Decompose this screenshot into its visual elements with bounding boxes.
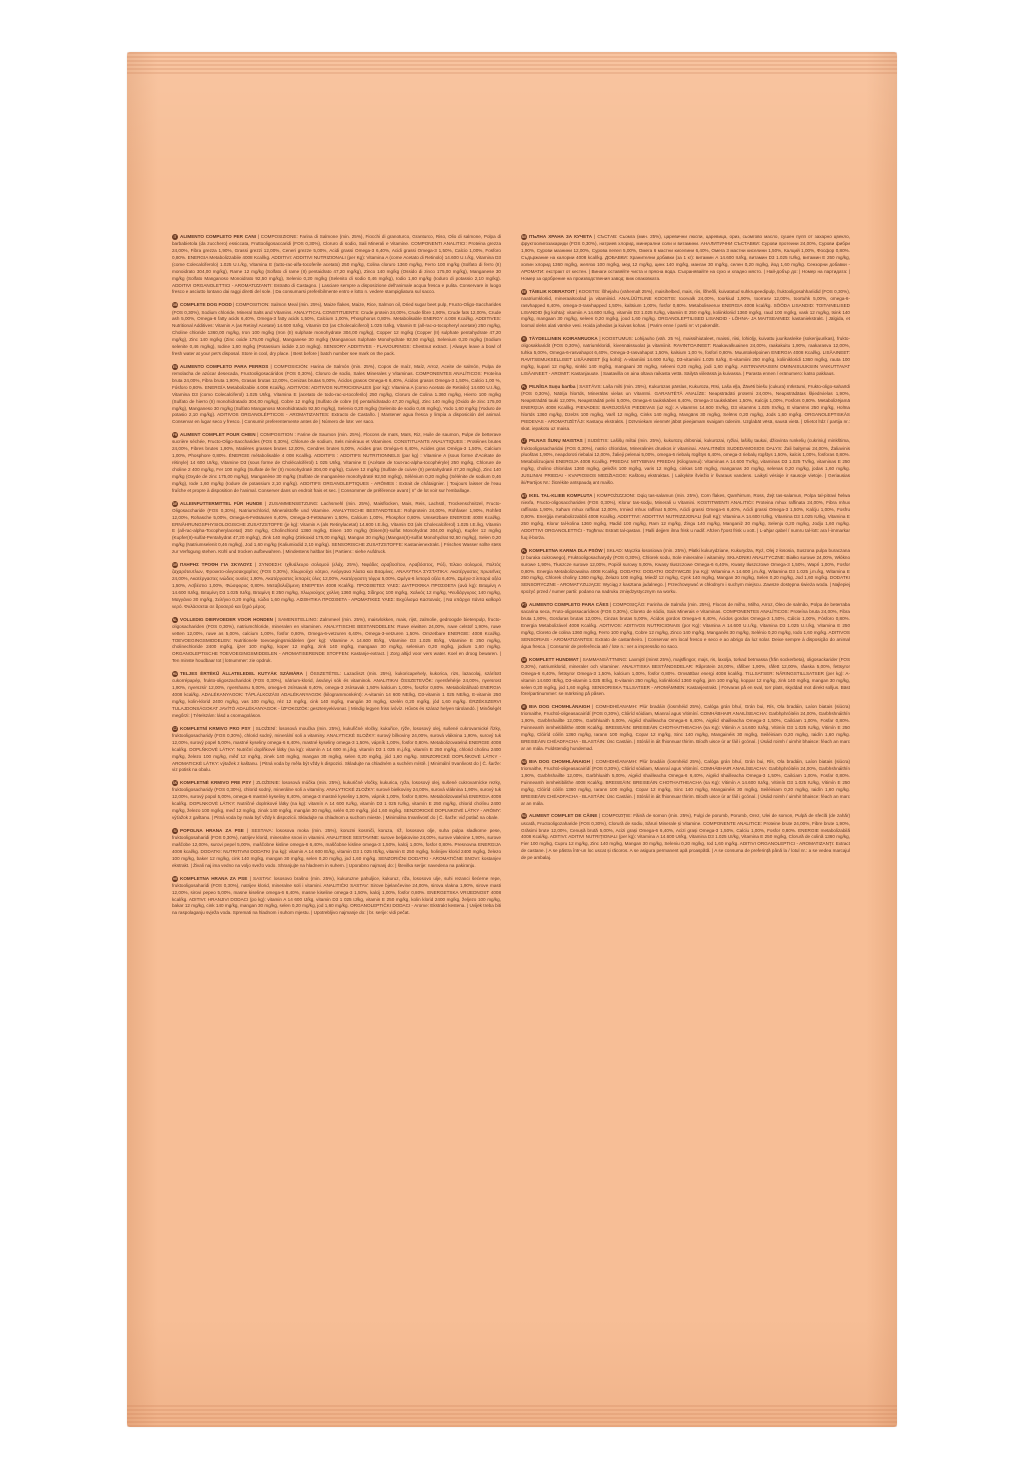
right-column (521, 234, 850, 1234)
composition-text: ZUSAMMENSETZUNG: Lachsmehl (min. 25%), Maisflocken, Mais, Reis, Lachsöl, Trockenschnitzel, Fructo-Oligosaccharide (FOS 0,30%), Natriumchlorid, Mineralstoffe und Vitamine. ANALYTISCHE BESTANDTEILE: Rohprotein 24,00%, Rohfaser 1,90%, Rohfett 12,00%, Rohasche 5,00%, Omega-6-Fettsäuren 6,40%, Omega-3-Fettsäuren 1,50%, Calcium 1,00%, Phosphor 0,80%. Umsetzbare ENERGIE 4008 Kcal/kg. ERNÄHRUNGSPHYSIOLOGISCHE ZUSATZSTOFFE (je kg): Vitamin A (als Retinylacetat) 14.600 I.E./kg, Vitamin D3 (als Cholecalciferol) 1.025 I.E./kg, Vitamin E (all-rac-alpha-Tocopherylacetat) 250 mg/kg, Cholinchlorid 1360 mg/kg, Eisen 100 mg/kg (Eisen(II)-sulfat Monohydrat 304,00 mg/kg), Kupfer 12 mg/kg (Kupfer(II)-sulfat-Pentahydrat 47,20 mg/kg), Zink 140 mg/kg (Zinkoxid 175,00 mg/kg), Mangan 30 mg/kg (Mangan(II)-sulfat Monohydrat 92,50 mg/kg), Selen 0,20 mg/kg (Natriumselenit 0,46 mg/kg), Jod 1,60 mg/kg (Kaliumiodid 2,10 mg/kg). SENSORISCHE ZUSATZSTOFFE: Kastanienextrakt. | Frisches Wasser sollte stets zur Verfügung stehen. Kühl und trocken aufbewahren. | Mindestens haltbar bis | Partienr.: siehe Aufdruck. (172, 500, 501, 555)
language-block-es: ES ALIMENTO COMPLETO PARA PERROS | COMPOSICIÓN: Harina de Salmón (min. 25%), Copos de maíz, Maíz, Arroz, Aceite de salmón, Pulpa de remolacha de azúcar desecada, Fructooligosacáridos (FOS 0,30%), Cloruro de sodio, Sales Minerales y Vitaminas. COMPONENTES ANALÍTICOS: Proteína bruta 24,00%, Fibra bruta 1,90%, Grasas brutas 12,00%, Cenizas brutas 5,00%, Ácidos grasos Omega-6 6,40%, Ácidos grasos Omega-3 1,50%, Calcio 1,00 %, Fósforo 0,80%. ENERGÍA Metabolizable 4.008 Kcal/kg. ADITIVOS: ADITIVOS NUTRICIONALES (por kg): Vitamina A (como Acetato de Retinilo) 14.600 U.I./kg, Vitamina D3 (como Colecalciferol) 1.025 UI/kg, Vitamina E (acetato de todo-rac-α-tocoferilo) 250 mg/kg, Cloruro de Colina 1.360 mg/kg, Hierro 100 mg/kg (Sulfato de hierro (II) monohidratado 304,00 mg/kg), Cobre 12 mg/kg (Sulfato de cobre (II) pentahidratado 47,20 mg/kg), Zinc 140 mg/kg (Óxido de zinc 175,00 mg/kg), Manganeso 30 mg/kg (Sulfato Manganoso Monohidratado 92,50 mg/kg), Selenio 0,20 mg/kg (Selenito de sodio 0,46 mg/kg), Yodo 1,60 mg/kg (Yoduro de potasio 2,10 mg/kg). ADITIVOS ORGANOLÉPTICOS - AROMATIZANTES: Extracto de Castaño. | Mantener agua fresca y limpia a disposición del animal. Conservar en lugar seco y fresco. | Consumir preferentemente antes de | Número de lote: ver saco. (172, 364, 501, 425)
composition-text: ΣΥΝΘΕΣΗ: Ιχθυάλευρο σολομού (ελάχ. 25%), Νιφάδες αραβοσίτου, Αραβόσιτος, Ρύζι, Έλαιο σολομού, Πολτός ζαχαρότευτλων, Φρουκτο-ολιγοσακχαρίτες (FOS 0,30%), Χλωριούχο νάτριο, Ανόργανα Άλατα και Βιταμίνες. ΑΝΑΛΥΤΙΚΑ ΣΥΣΤΑΤΙΚΑ: Ακατέργαστες πρωτεΐνες 24,00%, Ακατέργαστες ινώδεις ουσίες 1,90%, Ακατέργαστες λιπαρές ύλες 12,00%, Ακατέργαστη τέφρα 5,00%, Ωμέγα-6 λιπαρά οξέα 6,40%, Ωμέγα-3 λιπαρά οξέα 1,50%, Ασβέστιο 1,00%, Φώσφορος 0,80%. Μεταβολιζόμενη ΕΝΕΡΓΕΙΑ 4008 Kcal/kg. ΠΡΟΣΘΕΤΕΣ ΥΛΕΣ: ΔΙΑΤΡΟΦΙΚΑ ΠΡΟΣΘΕΤΑ (ανά kg): Βιταμίνη Α 14.600 IU/kg, Βιταμίνη D3 1.025 IU/kg, Βιταμίνη Ε 250 mg/kg, Χλωριούχος χολίνη 1360 mg/kg, Σίδηρος 100 mg/kg, Χαλκός 12 mg/kg, Ψευδάργυρος 140 mg/kg, Μαγγάνιο 30 mg/kg, Σελήνιο 0,20 mg/kg, Ιώδιο 1,60 mg/kg. ΑΙΣΘΗΤΙΚΑ ΠΡΟΣΘΕΤΑ - ΑΡΩΜΑΤΙΚΕΣ ΥΛΕΣ: Εκχύλισμα Καστανιάς. | Να υπάρχει πάντα καθαρό νερό. Φυλάσσεται σε δροσερό και ξηρό μέρος. (172, 562, 501, 609)
language-block-pl: PL PILNĪGA Suņu barība | SASTĀVS: Laša milti (min. 25%), Kukurūzas pārslas, Kukurūza, Rīsi, Laša eļļa, Žāvēti biešu (cukura) mīkstumi, Frukto-oligo-saharīdi (FOS 0,30%), Nātrija hlorīds, Minerālās vielas un Vitamīni. GARANTĒTĀ ANALĪZE: Neapstrādāti proteīni 24,00%, Neapstrādātas šķiedrvielas 1,90%, Neapstrādāti tauki 12,00%, Neapstrādāti pelni 5,00%, Omega-6 taukskābes 6,40%, Omega-3 taukskābes 1,50%, Kalcijs 1,00%, Fosfors 0,80%. Metabolizējamā ENERĢIJA 4008 Kcal/kg. PIEVADES: BAROJOŠĀS PIEDEVAS (uz Kg): A vitamīns 14.600 SV/kg, D3 vitamīns 1.025 SV/kg, E vitamīns 250 mg/kg, Holīna hlorīds 1360 mg/kg, Dzelzs 100 mg/kg, Varš 12 mg/kg, Cinks 140 mg/kg, Mangāns 30 mg/kg, Selēns 0,20 mg/kg, Jods 1,60 mg/kg. ORGANOLEPTISKĀS PIEDEVAS - AROMATIZĒTĀJI: Kastaņu ekstrakts. | Dzīvniekam vienmēr jābūt pieejamam svaigam ūdenim. Uzglabāt vēsā, sausā vietā. | Izlietot līdz / partija nr.: skat. iepakotu uz maisa. (521, 384, 850, 431)
product-type-title: KOMPLETT HUNDMAT (529, 656, 579, 662)
flag-icon: EE (521, 289, 527, 294)
product-type-title: KOMPLETNÍ KRMIVO PRO PSY (180, 725, 251, 731)
composition-text: COMHDHÉANAMH: Plúr bradáin (íosmhéid 25%), Calóga grán bhuí, Grán bui, Rís, Ola bradáin, Laíon biatais (siúcra) triomaithe, Fruchtó-oligeasacairídí (FOS 0,30%), Clóiríd sóidiam, Mianraí agus Vitimíní. COMHÁBHAIR ANAILÍSEACHA: Garbhphróitéin 24,00%, Garbhshnáithín 1,90%, Garbhshaillte 12,00%, Garbhluaith 5,00%, Aigéid shailleacha Omega-6 6,40%, Aigéid shailleacha Omega-3 1,50%, Cailciam 1,00%, Fosfar 0,80%. Fuinneamh inmheitibilithe 4008 Kcal/kg. BREISEÁIN: BREISEÁIN CHOTHAITHEACHA (sa Kg): Vitimín A 14.600 IU/kg, Vitimín D3 1.025 IU/kg, Vitimín E 250 mg/kg, Clóiríd cóilín 1360 mg/kg, Iarann 100 mg/kg, Copar 12 mg/kg, Sinc 140 mg/kg, Mangainéis 30 mg/kg, Seiléiniam 0,20 mg/kg, Iaidín 1,60 mg/kg. BREISEÁIN CHÉADFACHA - BLASTÁIN: Úsc Castáin. | Stóráil in áit fhionnuar thirim. Bíodh uisce úr ar fáil i gcónaí. | Úsáid roimh / uimhir bhaisce: féach an marc ar an mála. Fuldstendig hundemad. (521, 704, 850, 751)
product-type-title: TÄIELIK KOERATOIT (529, 288, 575, 294)
composition-text: COMHDHÉANAMH: Plúr bradáin (íosmhéid 25%), Calóga grán bhuí, Grán bui, Rís, Ola bradáin, Laíon biatais (siúcra) triomaithe, Fruchtó-oligeasacairídí (FOS 0,30%), Clóiríd sóidiam, Mianraí agus Vitimíní. COMHÁBHAIR ANAILÍSEACHA: Garbhphróitéin 24,00%, Garbhshnáithín 1,90%, Garbhshaillte 12,00%, Garbhluaith 5,00%, Aigéid shailleacha Omega-6 6,40%, Aigéid shailleacha Omega-3 1,50%, Cailciam 1,00%, Fosfar 0,80%. Fuinneamh inmheitibilithe 4008 Kcal/kg. BREISEÁIN: BREISEÁIN CHOTHAITHEACHA (sa Kg): Vitimín A 14.600 IU/kg, Vitimín D3 1.025 IU/kg, Vitimín E 250 mg/kg, Clóiríd cóilín 1360 mg/kg, Iarann 100 mg/kg, Copar 12 mg/kg, Sinc 140 mg/kg, Mangainéis 30 mg/kg, Seiléiniam 0,20 mg/kg, Iaidín 1,60 mg/kg. BREISEÁIN CHÉADFACHA - BLASTÁIN: Úsc Castáin. | Stóráil in áit fhionnuar thirim. Bíodh uisce úr ar fáil i gcónaí. | Úsáid roimh / uimhir bhaisce: féach an marc ar an mála. (521, 759, 850, 806)
product-type-title: ALIMENTO COMPLETO PARA PERROS (180, 364, 269, 370)
product-type-title: ALIMENTO COMPLETO PER CANI (180, 234, 256, 240)
flag-icon: NO (521, 759, 527, 764)
pet-food-bag (127, 52, 897, 1427)
flag-icon: NL (172, 617, 178, 622)
flag-icon: ES (172, 364, 178, 369)
product-type-title: TÄYDELLINEN KOIRANRUOKA (529, 336, 598, 342)
product-type-title: COMPLETE DOG FOOD (180, 302, 232, 308)
language-block-pl: PL KOMPLETNA KARMA DLA PSÓW | SKŁAD: Mączka łososiowa (min. 25%), Płatki kukurydziane, Kukurydza, Ryż, Olej z łososia, Suszona pulpa buraczana (z buraka cukrowego), Fruktooligosacharydy (FOS 0,30%), Chlorek sodu, Sole mineralne i witaminy. SKŁADNIKI ANALITYCZNE: Białko surowe 24,00%, Włókno surowe 1,90%, Tłuszcze surowe 12,00%, Popiół surowy 5,00%, Kwasy tłuszczowe Omega-6 6,40%, Kwasy tłuszczowe Omega-3 1,50%, Wapń 1,00%, Fosfor 0,80%. Energia Metabolizowalna 4008 Kcal/kg. DODATKI: DODATKI ODŻYWCZE (na Kg): Witamina A 14.600 j.m./kg, Witamina D3 1.025 j.m./kg, Witamina E 250 mg/kg, Chlorek choliny 1360 mg/kg, Żelazo 100 mg/kg, Miedź 12 mg/kg, Cynk 140 mg/kg, Mangan 30 mg/kg, Selen 0,20 mg/kg, Jod 1,60 mg/kg. DODATKI SENSORYCZNE - AROMATYZUJĄCE: Wyciąg z kasztana jadalnego. | Przechowywać w chłodnym i suchym miejscu. Zawsze dostępna świeża woda. | Najlepiej spożyć przed / numer partii: podano na nadruku zmiędzystycznym na worku. (521, 547, 850, 595)
language-block-ee: EE TÄIELIK KOERATOIT | KOOSTIS: lõhejahu (vähemalt 25%), maisihelbed, mais, riis, lõheõli, kuivatatud suhkrupeedipulp, fruktooligosahhariidid (FOS 0,30%), naatriumkloriid, mineraalsoolad ja vitamiinid. ANALÜÜTILINE KOOSTIS: toorvalk 24,00%, toorkiud 1,90%, toorrasv 12,00%, toortuhk 5,00%, omega-6-rasvhapped 6,40%, omega-3-rasvhapped 1,50%, kaltsium 1,00%, fosfor 0,80%. Metaboliseeruv ENERGIA 4008 kcal/kg. SÖÖDA LISANDID: TOITAINELISED LISANDID (kg kohta): vitamiin A 14.600 IU/kg, vitamiin D3 1.025 IU/kg, vitamiin E 250 mg/kg, koliinkloriid 1360 mg/kg, raud 100 mg/kg, vask 12 mg/kg, tsink 140 mg/kg, mangaan 30 mg/kg, seleen 0,20 mg/kg, jood 1,60 mg/kg. ORGANOLEPTILISED LISANDID - LÕHNA- JA MAITSEAINED: kastaniekstrakt. | Jälgida, et loomal oleks alati värske vesi. Hoida jahedas ja kuivas kohas. | Parim enne / partii nr: vt pakendilt. (521, 288, 850, 329)
language-block-pt: PT ALIMENTO COMPLETO PARA CÃES | COMPOSIÇÃO: Farinha de Salmão (min. 25%), Flocos de milho, Milho, Arroz, Óleo de salmão, Polpa de beterraba sacarina seca, Fruto-oligossacarídeos (FOS 0,30%), Cloreto de sódio, Sais Minerais e Vitaminas. COMPONENTES ANALÍTICOS: Proteína bruta 24,00%, Fibra bruta 1,90%, Gorduras brutas 12,00%, Cinzas brutas 5,00%, Ácidos gordos Omega-6 6,40%, Ácidos gordos Omega-3 1,50%, Cálcio 1,00%, Fósforo 0,80%. Energia Metabolizável 4008 Kcal/kg. ADITIVOS: ADITIVOS NUTRICIONAIS (por Kg): Vitamina A 14.600 U.I./kg, Vitamina D3 1.025 U.I./kg, Vitamina E 250 mg/kg, Cloreto de colina 1360 mg/kg, Ferro 100 mg/kg, Cobre 12 mg/kg, Zinco 140 mg/kg, Manganês 30 mg/kg, Selénio 0,20 mg/kg, Iodo 1,60 mg/kg. ADITIVOS SENSORIAIS - AROMATIZANTES: Extrato de castanheiro. | Conservar em local fresco e seco e ao abrigo da luz solar. Deixe sempre à disposição do animal água fresca. | Consumir de preferência até / lote n.: ver a impressão no saco. (521, 602, 850, 649)
composition-text: KOOSTUMUS: Lohijauho (väh. 25 %), maissihiutaleet, maissi, riisi, lohiöljy, kuivattu juurikasleike (sokerijuurikas), frukto-oligosakkaridit (FOS 0,30%), natriumkloridi, kivennäissuolat ja vitamiinit. RAVINTOAINEET: Raakavalkuainen 24,00%, raakakuitu 1,90%, raakarasva 12,00%, tuhka 5,00%, Omega-6-rasvahapot 6,40%, Omega-3-rasvahapot 1,50%, kalsium 1,00 %, fosfori 0,80%. Muuntokelpoinen ENERGIA 4008 Kcal/kg. LISÄAINEET: RAVITSEMUKSELLISET LISÄAINEET (kg kohti): A-vitamiini 14.600 IU/kg, D3-vitamiini 1.025 IU/kg, E-vitamiini 250 mg/kg, koliinikloridi 1360 mg/kg, rauta 100 mg/kg, kupari 12 mg/kg, sinkki 140 mg/kg, mangaani 30 mg/kg, seleeni 0,20 mg/kg, jodi 1,60 mg/kg. AISTINVARAISIIN OMINAISUUKSIIN VAIKUTTAVAT LISÄAINEET - AROMIT: Kastanjauute. | Saatavilla on aina oltava raikasta vettä. Säilytä viileässä ja kuivassa. | Parasta ennen / eränumero: katso pakkaus. (521, 336, 850, 376)
flag-icon: DE (172, 501, 178, 506)
language-block-lt: LT PILNAS ŠUNŲ MAISTAS | SUDĖTIS: Lašišų miltai (min. 25%), kukurūzų dribsniai, kukurūzai, ryžiai, lašišų taukai, džiovinta runkelių (cukrinių) minkštima, fruktooligosacharidai (FOS 0,30%), natrio chloridas, Mineralinės druskos ir vitaminai. ANALITINĖS SUDEDAMOSIOS DALYS: Žali baltymai 24,00%, Žaliavinis pluoštas 1,90%, neapdoroti riebalai 12,00%, žalieji pelenai 5,00%, omega-6 riebalų rūgštys 6,40%, omega-3 riebalų rūgštys 1,50%, kalcis 1,00%, fosforas 0,80%. Metabolizuojami ENERGIJA 4008 Kcal/kg. PRIEDAI: MITYBINIAI PRIEDAI (Kilogramui): Vitaminas A 14.600 TV/kg, vitaminas D3 1.025 TV/kg, vitaminas E 250 mg/kg, cholino chloridas 1360 mg/kg, geležis 100 mg/kg, varis 12 mg/kg, cinkas 140 mg/kg, manganas 30 mg/kg, selenas 0,20 mg/kg, jodas 1,60 mg/kg. JUSLINIAI PRIEDAI - KVAPIOSIOS MEDŽIAGOS: Kaštonų ekstraktas. | Laikykite šviežio ir švaraus vandens. Laikyti vėsioje ir sausoje vietoje. | Geriausias iki/Partijos Nr.: žiūrėkite antspaudą ant maišo. (521, 438, 850, 486)
composition-text: KOOSTIS: lõhejahu (vähemalt 25%), maisihelbed, mais, riis, lõheõli, kuivatatud suhkrupeedipulp, fruktooligosahhariidid (FOS 0,30%), naatriumkloriid, mineraalsoolad ja vitamiinid. ANALÜÜTILINE KOOSTIS: toorvalk 24,00%, toorkiud 1,90%, toorrasv 12,00%, toortuhk 5,00%, omega-6-rasvhapped 6,40%, omega-3-rasvhapped 1,50%, kaltsium 1,00%, fosfor 0,80%. Metaboliseeruv ENERGIA 4008 kcal/kg. SÖÖDA LISANDID: TOITAINELISED LISANDID (kg kohta): vitamiin A 14.600 IU/kg, vitamiin D3 1.025 IU/kg, vitamiin E 250 mg/kg, koliinkloriid 1360 mg/kg, raud 100 mg/kg, vask 12 mg/kg, tsink 140 mg/kg, mangaan 30 mg/kg, seleen 0,20 mg/kg, jood 1,60 mg/kg. ORGANOLEPTILISED LISANDID - LÕHNA- JA MAITSEAINED: kastaniekstrakt. | Jälgida, et loomal oleks alati värske vesi. Hoida jahedas ja kuivas kohas. | Parim enne / partii nr: vt pakendilt. (521, 288, 850, 329)
product-type-title: IKEL TAL-KLIEB KOMPLUTA (529, 493, 593, 499)
flag-icon: HR (172, 876, 178, 881)
left-column (172, 234, 501, 1234)
composition-text: SESTAVA: lososova moka (min. 25%), koruzni kosmiči, koruza, riž, lososovo olje, suha pulpa sladkorne pese, fruktooligosaharidi (FOS 0,30%), natrijev klorid, mineralne snovi in vitamini. ANALITSKE SESTAVINE: surove beljakovine 24,00%, surove vlaknine 1,90%, surove maščobe 12,00%, surovi pepel 5,00%, maščobne kisline omega-6 6,40%, maščobne kisline omega-3 1,50%, kalcij 1,00%, fosfor 0,80%. Presnovna ENERGIJA 4008 kcal/kg. DODATKI: NUTRITIVNI DODATKI (na kg): vitamin A 14 600 IE/kg, vitamin D3 1 025 IE/kg, vitamin E 250 mg/kg, holinijev klorid 2400 mg/kg, železo 100 mg/kg, baker 12 mg/kg, cink 140 mg/kg, mangan 30 mg/kg, selen 0,20 mg/kg, jod 1,60 mg/kg. SENZORIČNI DODATKI - AROMATIČNE SNOVI: kostanjev ekstrakt. | Živali naj ima vedno na voljo svežo vodo. Shranjujte na hladnem in suhem. | Uporabno najmanj do: | številka serije: navedena na pakiranju. (172, 828, 501, 868)
product-type-title: KOMPLETNÉ KRMIVO PRE PSY (180, 780, 252, 786)
composition-text: SUDĖTIS: Lašišų miltai (min. 25%), kukurūzų dribsniai, kukurūzai, ryžiai, lašišų taukai, džiovinta runkelių (cukrinių) minkštima, fruktooligosacharidai (FOS 0,30%), natrio chloridas, Mineralinės druskos ir vitaminai. ANALITINĖS SUDEDAMOSIOS DALYS: Žali baltymai 24,00%, Žaliavinis pluoštas 1,90%, neapdoroti riebalai 12,00%, žalieji pelenai 5,00%, omega-6 riebalų rūgštys 6,40%, omega-3 riebalų rūgštys 1,50%, kalcis 1,00%, fosforas 0,80%. Metabolizuojami ENERGIJA 4008 Kcal/kg. PRIEDAI: MITYBINIAI PRIEDAI (Kilogramui): Vitaminas A 14.600 TV/kg, vitaminas D3 1.025 TV/kg, vitaminas E 250 mg/kg, cholino chloridas 1360 mg/kg, geležis 100 mg/kg, varis 12 mg/kg, cinkas 140 mg/kg, manganas 30 mg/kg, selenas 0,20 mg/kg, jodas 1,60 mg/kg. JUSLINIAI PRIEDAI - KVAPIOSIOS MEDŽIAGOS: Kaštonų ekstraktas. | Laikykite šviežio ir švaraus vandens. Laikyti vėsioje ir sausoje vietoje. | Geriausias iki/Partijos Nr.: žiūrėkite antspaudą ant maišo. (521, 438, 850, 486)
product-type-title: POPOLNA HRANA ZA PSE (180, 828, 244, 834)
language-block-si: SI POPOLNA HRANA ZA PSE | SESTAVA: lososova moka (min. 25%), koruzni kosmiči, koruza, riž, lososovo olje, suha pulpa sladkorne pese, fruktooligosaharidi (FOS 0,30%), natrijev klorid, mineralne snovi in vitamini. ANALITSKE SESTAVINE: surove beljakovine 24,00%, surove vlaknine 1,90%, surove maščobe 12,00%, surovi pepel 5,00%, maščobne kisline omega-6 6,40%, maščobne kisline omega-3 1,50%, kalcij 1,00%, fosfor 0,80%. Presnovna ENERGIJA 4008 kcal/kg. DODATKI: NUTRITIVNI DODATKI (na kg): vitamin A 14 600 IE/kg, vitamin D3 1 025 IE/kg, vitamin E 250 mg/kg, holinijev klorid 2400 mg/kg, železo 100 mg/kg, baker 12 mg/kg, cink 140 mg/kg, mangan 30 mg/kg, selen 0,20 mg/kg, jod 1,60 mg/kg. SENZORIČNI DODATKI - AROMATIČNE SNOVI: kostanjev ekstrakt. | Živali naj ima vedno na voljo svežo vodo. Shranjujte na hladnem in suhem. | Uporabno najmanj do: | številka serije: navedena na pakiranju. (172, 828, 501, 868)
product-type-title: PILNAS ŠUNŲ MAISTAS (529, 438, 583, 444)
flag-icon: MT (521, 494, 527, 498)
composition-text: COMPOSITION: Salmon Meal (min. 25%), Maize flakes, Maize, Rice, Salmon oil, Dried sugar beet pulp, Fructo-Oligo-Saccharides (FOS 0,30%), Sodium chloride, Mineral Salts and Vitamins. ANALYTICAL CONSTITUENTS: Crude protein 24,00%, Crude fibre 1,90%, Crude fats 12,00%, Crude ash 5,00%, Omega-6 fatty acids 6,40%, Omega-3 fatty acids 1,50%, Calcium 1,00%, Phosphorus 0,80%. Metabolisable ENERGY 4.008 Kcal/kg. ADDITIVES: Nutritional Additives: Vitamin A (as Retinyl Acetate) 14.600 IU/kg, Vitamin D3 (as Cholecalciferol) 1.025 IU/kg, Vitamin E (all-rac-α-tocopheryl acetate) 250 mg/kg, Choline chloride 1360,00 mg/kg, Iron 100 mg/kg (Iron (II) sulphate monohydrate 304,00 mg/kg), Copper 12 mg/kg (Copper (II) sulphate pentahydrate 47,20 mg/kg), Zinc 140 mg/kg (Zinc oxide 175,00 mg/kg), Manganese 30 mg/kg (Manganous Sulphate Monohydrate 92,50 mg/kg), Selenium 0,20 mg/kg (Sodium selenite 0,46 mg/kg), Iodine 1,60 mg/kg (Potassium iodide 2,10 mg/kg). SENSORY ADDITIVES - FLAVOURINGS: Chestnut extract. | Always leave a bowl of fresh water at your pet's disposal. Store in cool, dry place. | Best before | batch number see mark on the pack. (172, 302, 501, 356)
composition-text: ÖSSZETÉTEL: Lazacliszt (min. 25%), kukoricapehely, kukorica, rizs, lazacolaj, szárított cukorrépapép, frukto-oligoszacharidok (FOS 0,30%), nátrium-klorid, ásványi sók és vitaminok. ANALITIKAI ÖSSZETEVŐK: nyersfehérje 24,00%, nyersrost 1,90%, nyerszsír 12,00%, nyershamu 5,00%, omega-6 zsírsavak 6,40%, omega-3 zsírsavak 1,50% kalcium 1,00%, foszfor 0,80%. Metabolizálható ENERGIA 4008 kcal/kg. ADALÉKANYAGOK: TÁPLÁLKOZÁSI ADALÉKANYAGOK (kilogrammonként): A-vitamin 14 600 NE/kg, D3-vitamin 1 025 NE/kg, E-vitamin 250 mg/kg, kolin-klorid 2400 mg/kg, vas 100 mg/kg, réz 12 mg/kg, cink 140 mg/kg, mangán 30 mg/kg, szelén 0,20 mg/kg, jód 1,60 mg/kg. ÉRZÉKSZERVI TULAJDONSÁGOKAT JAVÍTÓ ADALÉKANYAGOK - ÍZFOKOZÓK: gesztenyekivonat. | Mindig legyen friss ivóvíz. Hűvös és száraz helyen tárolandó. | Minőségét megőrzi: | Tételszám: lásd a csomagoláson. (172, 671, 501, 718)
flag-icon: SI (173, 828, 177, 833)
language-block-de: DE ALLEINFUTTERMITTEL FÜR HUNDE | ZUSAMMENSETZUNG: Lachsmehl (min. 25%), Maisflocken, Mais, Reis, Lachsöl, Trockenschnitzel, Fructo-Oligosaccharide (FOS 0,30%), Natriumchlorid, Mineralstoffe und Vitamine. ANALYTISCHE BESTANDTEILE: Rohprotein 24,00%, Rohfaser 1,90%, Rohfett 12,00%, Rohasche 5,00%, Omega-6-Fettsäuren 6,40%, Omega-3-Fettsäuren 1,50%, Calcium 1,00%, Phosphor 0,80%. Umsetzbare ENERGIE 4008 Kcal/kg. ERNÄHRUNGSPHYSIOLOGISCHE ZUSATZSTOFFE (je kg): Vitamin A (als Retinylacetat) 14.600 I.E./kg, Vitamin D3 (als Cholecalciferol) 1.025 I.E./kg, Vitamin E (all-rac-alpha-Tocopherylacetat) 250 mg/kg, Cholinchlorid 1360 mg/kg, Eisen 100 mg/kg (Eisen(II)-sulfat Monohydrat 304,00 mg/kg), Kupfer 12 mg/kg (Kupfer(II)-sulfat-Pentahydrat 47,20 mg/kg), Zink 140 mg/kg (Zinkoxid 175,00 mg/kg), Mangan 30 mg/kg (Mangan(II)-sulfat Monohydrat 92,50 mg/kg), Selen 0,20 mg/kg (Natriumselenit 0,46 mg/kg), Jod 1,60 mg/kg (Kaliumiodid 2,10 mg/kg). SENSORISCHE ZUSATZSTOFFE: Kastanienextrakt. | Frisches Wasser sollte stets zur Verfügung stehen. Kühl und trocken aufbewahren. | Mindestens haltbar bis | Partienr.: siehe Aufdruck. (172, 500, 501, 555)
composition-text: KOMPOŻIZZJONI: Dqiq tas-salamun (min. 25%), Corn flakes, Qamħirrum, Ross, Żejt tas-salamun, Polpa tal-pitravi ħelwa niexfa, Fructo-oligosaccharides (FOS 0,30%), Klorur tas-sodju, Minerali u Vitamini. KOSTITWENTI ANALITIĊI: Proteina mhux raffinata 24,00%, Fibra mhux raffinata 1,90%, Xaħam mhux raffinat 12,00%, Irmied mhux raffinat 5,00%, Aċidi grassi Omega-6 6,40%, Aċidi grassi Omega-3 1,50%, Kalċju 1,00%, Fosfru 0,80%. Enerġija metabolizzabbli 4008 Kcal/kg. ADDITTIVI: ADDITTIVI NUTRIZZJONALI (kull Kg): Vitamina A 14.600 IU/kg, Vitamina D3 1.025 IU/kg, Vitamina E 250 mg/kg, Klorur tal-kolina 1360 mg/kg, Ħadid 100 mg/kg, Ram 12 mg/kg, Żingu 140 mg/kg, Manganiż 30 mg/kg, Selenju 0,20 mg/kg, Jodju 1,60 mg/kg. ADDITTIVI ORGANOLETTIĊI - Togħma: Estratt tal-qastan. | Ħalli dejjem ilma frisk u nadif. Aħżen f'post frisk u xott. | L-aħjar qabel / numru tal-lott: ara l-immarkar fuq il-borża. (521, 493, 850, 540)
product-type-title: VOLLEDIG DIERVOEDER VOOR HONDEN (180, 616, 273, 622)
language-block-ie: IE BIA DOG CHOMHLÁNAIGH | COMHDHÉANAMH: Plúr bradáin (íosmhéid 25%), Calóga grán bhuí, Grán bui, Rís, Ola bradáin, Laíon biatais (siúcra) triomaithe, Fruchtó-oligeasacairídí (FOS 0,30%), Clóiríd sóidiam, Mianraí agus Vitimíní. COMHÁBHAIR ANAILÍSEACHA: Garbhphróitéin 24,00%, Garbhshnáithín 1,90%, Garbhshaillte 12,00%, Garbhluaith 5,00%, Aigéid shailleacha Omega-6 6,40%, Aigéid shailleacha Omega-3 1,50%, Cailciam 1,00%, Fosfar 0,80%. Fuinneamh inmheitibilithe 4008 Kcal/kg. BREISEÁIN: BREISEÁIN CHOTHAITHEACHA (sa Kg): Vitimín A 14.600 IU/kg, Vitimín D3 1.025 IU/kg, Vitimín E 250 mg/kg, Clóiríd cóilín 1360 mg/kg, Iarann 100 mg/kg, Copar 12 mg/kg, Sinc 140 mg/kg, Mangainéis 30 mg/kg, Seiléiniam 0,20 mg/kg, Iaidín 1,60 mg/kg. BREISEÁIN CHÉADFACHA - BLASTÁIN: Úsc Castáin. | Stóráil in áit fhionnuar thirim. Bíodh uisce úr ar fáil i gcónaí. | Úsáid roimh / uimhir bhaisce: féach an marc ar an mála. Fuldstendig hundemad. (521, 704, 850, 751)
flag-icon: GB (172, 303, 178, 308)
product-type-title: ALIMENTO COMPLETO PARA CÃES (529, 602, 609, 608)
composition-text: COMPOSIÇÃO: Farinha de Salmão (min. 25%), Flocos de milho, Milho, Arroz, Óleo de salmão, Polpa de beterraba sacarina seca, Fruto-oligossacarídeos (FOS 0,30%), Cloreto de sódio, Sais Minerais e Vitaminas. COMPONENTES ANALÍTICOS: Proteína bruta 24,00%, Fibra bruta 1,90%, Gorduras brutas 12,00%, Cinzas brutas 5,00%, Ácidos gordos Omega-6 6,40%, Ácidos gordos Omega-3 1,50%, Cálcio 1,00%, Fósforo 0,80%. Energia Metabolizável 4008 Kcal/kg. ADITIVOS: ADITIVOS NUTRICIONAIS (por Kg): Vitamina A 14.600 U.I./kg, Vitamina D3 1.025 U.I./kg, Vitamina E 250 mg/kg, Cloreto de colina 1360 mg/kg, Ferro 100 mg/kg, Cobre 12 mg/kg, Zinco 140 mg/kg, Manganês 30 mg/kg, Selénio 0,20 mg/kg, Iodo 1,60 mg/kg. ADITIVOS SENSORIAIS - AROMATIZANTES: Extrato de castanheiro. | Conservar em local fresco e seco e ao abrigo da luz solar. Deixe sempre à disposição do animal água fresca. | Consumir de preferência até / lote n.: ver a impressão no saco. (521, 602, 850, 649)
product-type-title: BIA DOG CHOMHLÁNAIGH (529, 704, 590, 710)
language-block-no: NO BIA DOG CHOMHLÁNAIGH | COMHDHÉANAMH: Plúr bradáin (íosmhéid 25%), Calóga grán bhuí, Grán bui, Rís, Ola bradáin, Laíon biatais (siúcra) triomaithe, Fruchtó-oligeasacairídí (FOS 0,30%), Clóiríd sóidiam, Mianraí agus Vitimíní. COMHÁBHAIR ANAILÍSEACHA: Garbhphróitéin 24,00%, Garbhshnáithín 1,90%, Garbhshaillte 12,00%, Garbhluaith 5,00%, Aigéid shailleacha Omega-6 6,40%, Aigéid shailleacha Omega-3 1,50%, Cailciam 1,00%, Fosfar 0,80%. Fuinneamh inmheitibilithe 4008 Kcal/kg. BREISEÁIN: BREISEÁIN CHOTHAITHEACHA (sa Kg): Vitimín A 14.600 IU/kg, Vitimín D3 1.025 IU/kg, Vitimín E 250 mg/kg, Clóiríd cóilín 1360 mg/kg, Iarann 100 mg/kg, Copar 12 mg/kg, Sinc 140 mg/kg, Mangainéis 30 mg/kg, Seiléiniam 0,20 mg/kg, Iaidín 1,60 mg/kg. BREISEÁIN CHÉADFACHA - BLASTÁIN: Úsc Castáin. | Stóráil in áit fhionnuar thirim. Bíodh uisce úr ar fáil i gcónaí. | Úsáid roimh / uimhir bhaisce: féach an marc ar an mála. (521, 759, 850, 806)
product-type-title: KOMPLETNA HRANA ZA PSE (180, 875, 248, 881)
bottom-seal (127, 1405, 897, 1427)
flag-icon: CZ (172, 726, 178, 731)
language-block-bg: BG ПЪЛНА ХРАНА ЗА КУЧЕТА | СЪСТАВ: Сьомга (мин. 25%), царевични люспи, царевица, ориз, сьомгово масло, сушен пулп от захарно цвекло, фруктоолигозахариди (FOS 0,30%), натриев хлорид, минерални соли и витамини. АНАЛИТИЧНИ СЪСТАВКИ: Сурови протеини 24,00%, Сурови фибри 1,90%, Сурови мазнини 12,00%, Сурова пепел 5,00%, Омега 6 мастни киселини 6,40%, Омега 3 мастни киселини 1,50%, Калций 1,00%, Фосфор 0,80%. Съдържание на калории 4008 kcal/kg. ДОБАВКИ: Хранителни добавки (за 1 кг): витамин А 14.600 IU/kg, витамин D3 1.025 IU/kg, витамин Е 250 mg/kg, холин хлорид 1360 mg/kg, желязо 100 mg/kg, мед 12 mg/kg, цинк 140 mg/kg, манган 30 mg/kg, селен 0,20 mg/kg, йод 1,60 mg/kg. Сензорни добавки - АРОМАТИ: екстракт от кестен. | Винаги оставяйте чиста и прясна вода. Съхранявайте на сухо и хладно място. | Най-добър до: | Номер на партидата: | Номер за одобрение на производствения завод: виж опаковката. (521, 234, 850, 281)
flag-icon: PL (521, 548, 527, 553)
product-type-title: PILNĪGA Suņu barība (529, 384, 576, 390)
flag-icon: SK (172, 781, 178, 786)
language-block-it: IT ALIMENTO COMPLETO PER CANI | COMPOSIZIONE: Farina di Salmone (min. 25%), Fiocchi di granoturco, Granturco, Riso, Olio di salmone, Polpa di barbabietola (da zucchero) essiccata, Fruttooligosaccaridi (FOS 0,30%), Cloruro di sodio, Sali Minerali e Vitamine. COMPONENTI ANALITICI: Proteina grezza 24,00%, Fibra grezza 1,90%, Grassi grezzi 12,00%, Ceneri grezze 5,00%, Acidi grassi Omega-3 6,40%, Acidi grassi Omega-3 1,50%, Calcio 1,00%, Fosforo 0,80%. ENERGIA Metabolizzabile 4008 Kcal/kg. ADDITIVI: ADDITIVI NUTRIZIONALI (per Kg): Vitamina A (come Acetato di Retinolo) 14.600 U.I./kg, Vitamina D3 (come Colecalciferolo) 1.025 U.I./kg, Vitamina E (tutto-rac-alfa-tocoferile acetato) 250 mg/kg, Colina cloruro 1360 mg/kg, Ferro 100 mg/kg (Solfato di ferro (II) monoidrato 304,00 mg/kg), Rame 12 mg/kg (Solfato di rame (II) pentaidrato 47,20 mg/kg), Zinco 140 mg/kg (Ossido di zinco 175,00 mg/kg), Manganese 30 mg/kg (Solfato Manganoso Monoidrato 92,50 mg/kg), Selenio 0,20 mg/kg (Selenito di sodio 0,46 mg/kg), Iodio 1,60 mg/kg (Ioduro di potassio 2,10 mg/kg). ADDITIVI ORGANOLETTICI - AROMATIZZANTI: Estratto di Castagno. | Lasciare sempre a disposizione dell'animale acqua fresca e pulita. Conservare in luogo fresco e asciutto lontano dai raggi diretti del sole. | Da consumarsi preferibilmente entro e lotto n. vedere stampigliatura sul sacco. (172, 234, 501, 295)
language-block-fi: FI TÄYDELLINEN KOIRANRUOKA | KOOSTUMUS: Lohijauho (väh. 25 %), maissihiutaleet, maissi, riisi, lohiöljy, kuivattu juurikasleike (sokerijuurikas), frukto-oligosakkaridit (FOS 0,30%), natriumkloridi, kivennäissuolat ja vitamiinit. RAVINTOAINEET: Raakavalkuainen 24,00%, raakakuitu 1,90%, raakarasva 12,00%, tuhka 5,00%, Omega-6-rasvahapot 6,40%, Omega-3-rasvahapot 1,50%, kalsium 1,00 %, fosfori 0,80%. Muuntokelpoinen ENERGIA 4008 Kcal/kg. LISÄAINEET: RAVITSEMUKSELLISET LISÄAINEET (kg kohti): A-vitamiini 14.600 IU/kg, D3-vitamiini 1.025 IU/kg, E-vitamiini 250 mg/kg, koliinikloridi 1360 mg/kg, rauta 100 mg/kg, kupari 12 mg/kg, sinkki 140 mg/kg, mangaani 30 mg/kg, seleeni 0,20 mg/kg, jodi 1,60 mg/kg. AISTINVARAISIIN OMINAISUUKSIIN VAIKUTTAVAT LISÄAINEET - AROMIT: Kastanjauute. | Saatavilla on aina oltava raikasta vettä. Säilytä viileässä ja kuivassa. | Parasta ennen / eränumero: katso pakkaus. (521, 336, 850, 376)
flag-icon: IT (173, 235, 177, 239)
flag-icon: IE (522, 705, 526, 710)
composition-text: SLOŽENÍ: lososová moučka (min. 25%), kukuřičné vločky, kukuřice, rýže, lososový olej, sušené cukrovarnické řízky, fruktooligosacharidy (FOS 0,30%), chlorid sodný, minerální soli a vitaminy. ANALYTICKÉ SLOŽKY: surový bílkoviny 24,00%, surová vláknina 1,90%, surový tuk 12,00%, surový popel 5,00%, mastné kyseliny omega-6 6,40%, mastné kyseliny omega-3 1,50%, vápník 1,00%, fosfor 0,80%. Metabolizovatelná ENERGIE 4008 kcal/kg. DOPLŇKOVÉ LÁTKY: Nutriční doplňkové látky (na kg): vitamín A 14 600 m.j./kg, vitamín D3 1 025 m.j./kg, vitamín E 250 mg/kg, chlorid cholinu 2400 mg/kg, železo 100 mg/kg, měď 12 mg/kg, zinek 140 mg/kg, mangan 30 mg/kg, selen 0,20 mg/kg, jód 1,60 mg/kg. SENZORICKÉ DOPLŇKOVÉ LÁTKY - AROMATICKÉ LÁTKY: výtažek z kaštanu. | Pitná voda by měla být vždy k dispozici. Skladujte na chladném a suchém místě. | Minimální trvanlivost do | Č. šarže: viz potisk na obalu. (172, 725, 501, 773)
composition-text: СЪСТАВ: Сьомга (мин. 25%), царевични люспи, царевица, ориз, сьомгово масло, сушен пулп от захарно цвекло, фруктоолигозахариди (FOS 0,30%), натриев хлорид, минерални соли и витамини. АНАЛИТИЧНИ СЪСТАВКИ: Сурови протеини 24,00%, Сурови фибри 1,90%, Сурови мазнини 12,00%, Сурова пепел 5,00%, Омега 6 мастни киселини 6,40%, Омега 3 мастни киселини 1,50%, Калций 1,00%, Фосфор 0,80%. Съдържание на калории 4008 kcal/kg. ДОБАВКИ: Хранителни добавки (за 1 кг): витамин А 14.600 IU/kg, витамин D3 1.025 IU/kg, витамин Е 250 mg/kg, холин хлорид 1360 mg/kg, желязо 100 mg/kg, мед 12 mg/kg, цинк 140 mg/kg, манган 30 mg/kg, селен 0,20 mg/kg, йод 1,60 mg/kg. Сензорни добавки - АРОМАТИ: екстракт от кестен. | Винаги оставяйте чиста и прясна вода. Съхранявайте на сухо и хладно място. | Най-добър до: | Номер на партидата: | Номер за одобрение на производствения завод: виж опаковката. (521, 234, 850, 281)
product-type-title: ALIMENT COMPLET POUR CHIEN (180, 432, 256, 438)
flag-icon: PT (521, 603, 527, 608)
flag-icon: GR (172, 563, 178, 568)
flag-icon: HU (172, 672, 178, 677)
language-block-hr: HR KOMPLETNA HRANA ZA PSE | SASTAV: lososovo brašno (min. 25%), kukuruzne pahuljice, kukuruz, riža, lososovo ulje, suhi rezanci šećerne repe, fruktooligosaharidi (FOS 0,30%), natrijev klorid, mineralne soli i vitamini. ANALITIČKI SASTAV: Sirove bjelančevine 24,00%, sirova vlakna 1,90%, sirove masti 12,00%, sirovi pepeo 5,00%, masne kiseline omega-6 6,40%, masne kiseline omega-3 1,50%, kalcij 1,00%, fosfor 0,80%. ENERGETSKA VRIJEDNOST 4008 kcal/kg. ADITIVI: HRANJIVI DODACI (po kg): vitamin A 14 600 IJ/kg, vitamin D3 1 025 IJ/kg, vitamin E 250 mg/kg, kolin klorid 2400 mg/kg, željezo 100 mg/kg, bakar 12 mg/kg, cink 140 mg/kg, mangan 30 mg/kg, selen 0,20 mg/kg, jod 1,60 mg/kg. ORGANOLEPTIČKI DODACI - Arome: Ekstrakt kestena. | Uvijek treba biti na raspolaganju svježa voda. Spremati na hladnom i suhom mjestu. | Upotrebljivo najmanje do: | br. serije: vidi pečat. (172, 875, 501, 916)
flag-icon: LT (522, 439, 526, 444)
composition-text: ZLOŽENIE: lososová múčka (min. 25%), kukuričné vločky, kukurica, ryža, lososový olej, sušené cukrovarnícke rezky, fruktooligosacharidy (FOS 0,30%), chlorid sodný, minerálne soli a vitamíny. ANALYTICKÉ ZLOŽKY: surové bielkoviny 24,00%, surová vláknina 1,90%, surový tuk 12,00%, surový popol 5,00%, omega-6 mastné kyseliny 6,40%, omega-3 mastné kyseliny 1,50%, vápnik 1,00%, fosfor 0,80%. Metabolizovateľná ENERGIA 4008 kcal/kg. DOPLNKOVÉ LÁTKY: Nutričné doplnkové látky (na kg): vitamín A 14 600 IU/kg, vitamín D3 1 025 IU/kg, vitamín E 250 mg/kg, chlorid cholínu 2400 mg/kg, železo 100 mg/kg, meď 12 mg/kg, zinok 140 mg/kg, mangán 30 mg/kg, selén 0,20 mg/kg, jód 1,60 mg/kg. SENZORICKÉ DOPLNKOVÉ LÁTKY - ARÓMY: výťažok z gaštanu. | Pitná voda by mala byť vždy k dispozícii. Skladujte na chladnom a suchom mieste. | Minimálna trvanlivosť do | Č. šarže: viď potlač na obale. (172, 780, 501, 821)
product-type-title: KOMPLETNA KARMA DLA PSÓW (529, 547, 603, 553)
language-block-fr: FR ALIMENT COMPLET POUR CHIEN | COMPOSITION : Farine de Saumon (min. 25%), Flocons de maïs, Maïs, Riz, Huile de saumon, Pulpe de betterave sucrière séchée, Fructo-Oligo-Saccharides (FOS 0,30%), Chlorure de sodium, Sels minéraux et Vitamines. CONSTITUANTS ANALYTIQUES : Protéines brutes 24,00%, Fibres brutes 1,90%, Matières grasses brutes 12,00%, Cendres brutes 5,00%, Acides gras Oméga-6 6,40%, Acides gras Oméga-3 1,50%, Calcium 1,00%, Phosphore 0,80%. ÉNERGIE métabolisable 4 008 Kcal/kg. ADDITIFS : ADDITIFS NUTRITIONNELS (par kg) : Vitamine A (sous forme d'Acétate de rétinyle) 14 600 UI/kg, Vitamine D3 (sous forme de Cholécalciférol) 1 025 UI/kg, Vitamine E (Acétate de tout-rac-alpha-tocophéryle) 250 mg/kg, Chlorure de choline 2 400 mg/kg, Fer 100 mg/kg (Sulfate de fer (II) monohydraté 304,00 mg/kg), Cuivre 12 mg/kg (Sulfate de cuivre (II) pentahydraté 47,20 mg/kg), Zinc 140 mg/kg (Oxyde de zinc 175,00 mg/kg), Manganèse 30 mg/kg (Sulfate de manganèse monohydraté 92,50 mg/kg), Sélénium 0,20 mg/kg (Sélénite de sodium 0,46 mg/kg), Iode 1,60 mg/kg (Iodure de potassium 2,10 mg/kg). ADDITIFS ORGANOLEPTIQUES - ARÔMES : Extrait de châtaignier. | Toujours laisser de l'eau fraîche et propre à disposition de l'animal. Conserver dans un endroit frais et sec. | Consommer de préférence avant | n° de lot voir sur l'emballage. (172, 432, 501, 493)
flag-icon: RO (521, 814, 527, 819)
language-block-ro: RO ALIMENT COMPLET DE CÂINE | COMPOZIȚIE: Făină de somon (min. 25%), Fulgi de porumb, Porumb, Orez, Ulei de somon, Pulpă de sfeclă (de zahăr) uscată, Fructooligozaharide (FOS 0,30%), Clorură de sodiu, Săruri Minerale și Vitamine. COMPONENTE ANALITICE: Proteine brute 24,00%, Fibre brute 1,90%, Grăsimi brute 12,00%, Cenușă brută 5,00%, Acizi grași Omega-6 6,40%, Acizi grași Omega-3 1,50%, Calciu 1,00%, Fosfor 0,80%. ENERGIE metabolizabilă 4008 Kcal/kg. ADITIVI: ADITIVI NUTRIȚIONALI (per kg): Vitamina A 14.600 UI/kg, Vitamina D3 1.025 UI/kg, Vitamina E 250 mg/kg, Clorură de colină 1360 mg/kg, Fier 100 mg/kg, Cupru 12 mg/kg, Zinc 140 mg/kg, Mangan 30 mg/kg, Seleniu 0,20 mg/kg, Iod 1,60 mg/kg. ADITIVI ORGANOLEPTICI - AROMATIZANȚI: Extract de castane. | A se păstra într-un loc uscat și răcoros. A se asigura permanent apă proaspătă. | A se consuma de preferință până la / lotul nr.: a se vedea marcajul de pe ambalaj. (521, 813, 850, 861)
ingredient-columns (172, 234, 850, 1234)
language-block-se: SE KOMPLETT HUNDMAT | SAMMANSÄTTNING: Laxmjöl (minst 25%), majsflingor, majs, ris, laxolja, torkad betmassa (från sockerbeta), oligosackarider (FOS 0,30%), natriumklorid, mineraler och vitaminer. ANALYTISKA BESTÅNDSDELAR: Råprotein 24,00%, råfiber 1,90%, råfett 12,00%, råaska 5,00%, fettsyror Omega-6 6,40%, fettsyror Omega-3 1,50%, kalcium 1,00%, fosfor 0,80%. Omsättbar energi 4008 kcal/kg. TILLSATSER: NÄRINGSTILLSATSER (per kg): A-vitamin 14.600 IE/kg, D3-vitamin 1.025 IE/kg, E-vitamin 250 mg/kg, kolinklorid 1360 mg/kg, järn 100 mg/kg, koppar 12 mg/kg, zink 140 mg/kg, mangan 30 mg/kg, selen 0,20 mg/kg, jod 1,60 mg/kg. SENSORISKA TILLSATSER - AROMÄMNEN: Kastanjextrakt. | Förvaras på en sval, torr plats, skyddad mot direkt solljus. Bäst före/partinummer: se märkning på påsen. (521, 656, 850, 697)
composition-text: COMPOSICIÓN: Harina de Salmón (min. 25%), Copos de maíz, Maíz, Arroz, Aceite de salmón, Pulpa de remolacha de azúcar desecada, Fructooligosacáridos (FOS 0,30%), Cloruro de sodio, Sales Minerales y Vitaminas. COMPONENTES ANALÍTICOS: Proteína bruta 24,00%, Fibra bruta 1,90%, Grasas brutas 12,00%, Cenizas brutas 5,00%, Ácidos grasos Omega-6 6,40%, Ácidos grasos Omega-3 1,50%, Calcio 1,00 %, Fósforo 0,80%. ENERGÍA Metabolizable 4.008 Kcal/kg. ADITIVOS: ADITIVOS NUTRICIONALES (por kg): Vitamina A (como Acetato de Retinilo) 14.600 U.I./kg, Vitamina D3 (como Colecalciferol) 1.025 UI/kg, Vitamina E (acetato de todo-rac-α-tocoferilo) 250 mg/kg, Cloruro de Colina 1.360 mg/kg, Hierro 100 mg/kg (Sulfato de hierro (II) monohidratado 304,00 mg/kg), Cobre 12 mg/kg (Sulfato de cobre (II) pentahidratado 47,20 mg/kg), Zinc 140 mg/kg (Óxido de zinc 175,00 mg/kg), Manganeso 30 mg/kg (Sulfato Manganoso Monohidratado 92,50 mg/kg), Selenio 0,20 mg/kg (Selenito de sodio 0,46 mg/kg), Yodo 1,60 mg/kg (Yoduro de potasio 2,10 mg/kg). ADITIVOS ORGANOLÉPTICOS - AROMATIZANTES: Extracto de Castaño. | Mantener agua fresca y limpia a disposición del animal. Conservar en lugar seco y fresco. | Consumir preferentemente antes de | Número de lote: ver saco. (172, 364, 501, 425)
language-block-gr: GR ΠΛΗΡΗΣ ΤΡΟΦΗ ΓΙΑ ΣΚΥΛΟΥΣ | ΣΥΝΘΕΣΗ: Ιχθυάλευρο σολομού (ελάχ. 25%), Νιφάδες αραβοσίτου, Αραβόσιτος, Ρύζι, Έλαιο σολομού, Πολτός ζαχαρότευτλων, Φρουκτο-ολιγοσακχαρίτες (FOS 0,30%), Χλωριούχο νάτριο, Ανόργανα Άλατα και Βιταμίνες. ΑΝΑΛΥΤΙΚΑ ΣΥΣΤΑΤΙΚΑ: Ακατέργαστες πρωτεΐνες 24,00%, Ακατέργαστες ινώδεις ουσίες 1,90%, Ακατέργαστες λιπαρές ύλες 12,00%, Ακατέργαστη τέφρα 5,00%, Ωμέγα-6 λιπαρά οξέα 6,40%, Ωμέγα-3 λιπαρά οξέα 1,50%, Ασβέστιο 1,00%, Φώσφορος 0,80%. Μεταβολιζόμενη ΕΝΕΡΓΕΙΑ 4008 Kcal/kg. ΠΡΟΣΘΕΤΕΣ ΥΛΕΣ: ΔΙΑΤΡΟΦΙΚΑ ΠΡΟΣΘΕΤΑ (ανά kg): Βιταμίνη Α 14.600 IU/kg, Βιταμίνη D3 1.025 IU/kg, Βιταμίνη Ε 250 mg/kg, Χλωριούχος χολίνη 1360 mg/kg, Σίδηρος 100 mg/kg, Χαλκός 12 mg/kg, Ψευδάργυρος 140 mg/kg, Μαγγάνιο 30 mg/kg, Σελήνιο 0,20 mg/kg, Ιώδιο 1,60 mg/kg. ΑΙΣΘΗΤΙΚΑ ΠΡΟΣΘΕΤΑ - ΑΡΩΜΑΤΙΚΕΣ ΥΛΕΣ: Εκχύλισμα Καστανιάς. | Να υπάρχει πάντα καθαρό νερό. Φυλάσσεται σε δροσερό και ξηρό μέρος. (172, 562, 501, 609)
composition-text: COMPOZIȚIE: Făină de somon (min. 25%), Fulgi de porumb, Porumb, Orez, Ulei de somon, Pulpă de sfeclă (de zahăr) uscată, Fructooligozaharide (FOS 0,30%), Clorură de sodiu, Săruri Minerale și Vitamine. COMPONENTE ANALITICE: Proteine brute 24,00%, Fibre brute 1,90%, Grăsimi brute 12,00%, Cenușă brută 5,00%, Acizi grași Omega-6 6,40%, Acizi grași Omega-3 1,50%, Calciu 1,00%, Fosfor 0,80%. ENERGIE metabolizabilă 4008 Kcal/kg. ADITIVI: ADITIVI NUTRIȚIONALI (per kg): Vitamina A 14.600 UI/kg, Vitamina D3 1.025 UI/kg, Vitamina E 250 mg/kg, Clorură de colină 1360 mg/kg, Fier 100 mg/kg, Cupru 12 mg/kg, Zinc 140 mg/kg, Mangan 30 mg/kg, Seleniu 0,20 mg/kg, Iod 1,60 mg/kg. ADITIVI ORGANOLEPTICI - AROMATIZANȚI: Extract de castane. | A se păstra într-un loc uscat și răcoros. A se asigura permanent apă proaspătă. | A se consuma de preferință până la / lotul nr.: a se vedea marcajul de pe ambalaj. (521, 813, 850, 861)
language-block-sk: SK KOMPLETNÉ KRMIVO PRE PSY | ZLOŽENIE: lososová múčka (min. 25%), kukuričné vločky, kukurica, ryža, lososový olej, sušené cukrovarnícke rezky, fruktooligosacharidy (FOS 0,30%), chlorid sodný, minerálne soli a vitamíny. ANALYTICKÉ ZLOŽKY: surové bielkoviny 24,00%, surová vláknina 1,90%, surový tuk 12,00%, surový popol 5,00%, omega-6 mastné kyseliny 6,40%, omega-3 mastné kyseliny 1,50%, vápnik 1,00%, fosfor 0,80%. Metabolizovateľná ENERGIA 4008 kcal/kg. DOPLNKOVÉ LÁTKY: Nutričné doplnkové látky (na kg): vitamín A 14 600 IU/kg, vitamín D3 1 025 IU/kg, vitamín E 250 mg/kg, chlorid cholínu 2400 mg/kg, železo 100 mg/kg, meď 12 mg/kg, zinok 140 mg/kg, mangán 30 mg/kg, selén 0,20 mg/kg, jód 1,60 mg/kg. SENZORICKÉ DOPLNKOVÉ LÁTKY - ARÓMY: výťažok z gaštanu. | Pitná voda by mala byť vždy k dispozícii. Skladujte na chladnom a suchom mieste. | Minimálna trvanlivosť do | Č. šarže: viď potlač na obale. (172, 780, 501, 821)
product-type-title: ALLEINFUTTERMITTEL FÜR HUNDE (180, 500, 263, 506)
product-type-title: TELJES ÉRTÉKŰ ÁLLATELEDEL KUTYÁK SZÁMÁRA (180, 671, 303, 677)
composition-text: COMPOSIZIONE: Farina di Salmone (min. 25%), Fiocchi di granoturco, Granturco, Riso, Olio di salmone, Polpa di barbabietola (da zucchero) essiccata, Fruttooligosaccaridi (FOS 0,30%), Cloruro di sodio, Sali Minerali e Vitamine. COMPONENTI ANALITICI: Proteina grezza 24,00%, Fibra grezza 1,90%, Grassi grezzi 12,00%, Ceneri grezze 5,00%, Acidi grassi Omega-3 6,40%, Acidi grassi Omega-3 1,50%, Calcio 1,00%, Fosforo 0,80%. ENERGIA Metabolizzabile 4008 Kcal/kg. ADDITIVI: ADDITIVI NUTRIZIONALI (per Kg): Vitamina A (come Acetato di Retinolo) 14.600 U.I./kg, Vitamina D3 (come Colecalciferolo) 1.025 U.I./kg, Vitamina E (tutto-rac-alfa-tocoferile acetato) 250 mg/kg, Colina cloruro 1360 mg/kg, Ferro 100 mg/kg (Solfato di ferro (II) monoidrato 304,00 mg/kg), Rame 12 mg/kg (Solfato di rame (II) pentaidrato 47,20 mg/kg), Zinco 140 mg/kg (Ossido di zinco 175,00 mg/kg), Manganese 30 mg/kg (Solfato Manganoso Monoidrato 92,50 mg/kg), Selenio 0,20 mg/kg (Selenito di sodio 0,46 mg/kg), Iodio 1,60 mg/kg (Ioduro di potassio 2,10 mg/kg). ADDITIVI ORGANOLETTICI - AROMATIZZANTI: Estratto di Castagno. | Lasciare sempre a disposizione dell'animale acqua fresca e pulita. Conservare in luogo fresco e asciutto lontano dai raggi diretti del sole. | Da consumarsi preferibilmente entro e lotto n. vedere stampigliatura sul sacco. (172, 234, 501, 295)
composition-text: COMPOSITION : Farine de Saumon (min. 25%), Flocons de maïs, Maïs, Riz, Huile de saumon, Pulpe de betterave sucrière séchée, Fructo-Oligo-Saccharides (FOS 0,30%), Chlorure de sodium, Sels minéraux et Vitamines. CONSTITUANTS ANALYTIQUES : Protéines brutes 24,00%, Fibres brutes 1,90%, Matières grasses brutes 12,00%, Cendres brutes 5,00%, Acides gras Oméga-6 6,40%, Acides gras Oméga-3 1,50%, Calcium 1,00%, Phosphore 0,80%. ÉNERGIE métabolisable 4 008 Kcal/kg. ADDITIFS : ADDITIFS NUTRITIONNELS (par kg) : Vitamine A (sous forme d'Acétate de rétinyle) 14 600 UI/kg, Vitamine D3 (sous forme de Cholécalciférol) 1 025 UI/kg, Vitamine E (Acétate de tout-rac-alpha-tocophéryle) 250 mg/kg, Chlorure de choline 2 400 mg/kg, Fer 100 mg/kg (Sulfate de fer (II) monohydraté 304,00 mg/kg), Cuivre 12 mg/kg (Sulfate de cuivre (II) pentahydraté 47,20 mg/kg), Zinc 140 mg/kg (Oxyde de zinc 175,00 mg/kg), Manganèse 30 mg/kg (Sulfate de manganèse monohydraté 92,50 mg/kg), Sélénium 0,20 mg/kg (Sélénite de sodium 0,46 mg/kg), Iode 1,60 mg/kg (Iodure de potassium 2,10 mg/kg). ADDITIFS ORGANOLEPTIQUES - ARÔMES : Extrait de châtaignier. | Toujours laisser de l'eau fraîche et propre à disposition de l'animal. Conserver dans un endroit frais et sec. | Consommer de préférence avant | n° de lot voir sur l'emballage. (172, 432, 501, 493)
composition-text: SASTĀVS: Laša milti (min. 25%), Kukurūzas pārslas, Kukurūza, Rīsi, Laša eļļa, Žāvēti biešu (cukura) mīkstumi, Frukto-oligo-saharīdi (FOS 0,30%), Nātrija hlorīds, Minerālās vielas un Vitamīni. GARANTĒTĀ ANALĪZE: Neapstrādāti proteīni 24,00%, Neapstrādātas šķiedrvielas 1,90%, Neapstrādāti tauki 12,00%, Neapstrādāti pelni 5,00%, Omega-6 taukskābes 6,40%, Omega-3 taukskābes 1,50%, Kalcijs 1,00%, Fosfors 0,80%. Metabolizējamā ENERĢIJA 4008 Kcal/kg. PIEVADES: BAROJOŠĀS PIEDEVAS (uz Kg): A vitamīns 14.600 SV/kg, D3 vitamīns 1.025 SV/kg, E vitamīns 250 mg/kg, Holīna hlorīds 1360 mg/kg, Dzelzs 100 mg/kg, Varš 12 mg/kg, Cinks 140 mg/kg, Mangāns 30 mg/kg, Selēns 0,20 mg/kg, Jods 1,60 mg/kg. ORGANOLEPTISKĀS PIEDEVAS - AROMATIZĒTĀJI: Kastaņu ekstrakts. | Dzīvniekam vienmēr jābūt pieejamam svaigam ūdenim. Uzglabāt vēsā, sausā vietā. | Izlietot līdz / partija nr.: skat. iepakotu uz maisa. (521, 384, 850, 431)
flag-icon: FI (522, 337, 526, 342)
composition-text: SKŁAD: Mączka łososiowa (min. 25%), Płatki kukurydziane, Kukurydza, Ryż, Olej z łososia, Suszona pulpa buraczana (z buraka cukrowego), Fruktooligosacharydy (FOS 0,30%), Chlorek sodu, Sole mineralne i witaminy. SKŁADNIKI ANALITYCZNE: Białko surowe 24,00%, Włókno surowe 1,90%, Tłuszcze surowe 12,00%, Popiół surowy 5,00%, Kwasy tłuszczowe Omega-6 6,40%, Kwasy tłuszczowe Omega-3 1,50%, Wapń 1,00%, Fosfor 0,80%. Energia Metabolizowalna 4008 Kcal/kg. DODATKI: DODATKI ODŻYWCZE (na Kg): Witamina A 14.600 j.m./kg, Witamina D3 1.025 j.m./kg, Witamina E 250 mg/kg, Chlorek choliny 1360 mg/kg, Żelazo 100 mg/kg, Miedź 12 mg/kg, Cynk 140 mg/kg, Mangan 30 mg/kg, Selen 0,20 mg/kg, Jod 1,60 mg/kg. DODATKI SENSORYCZNE - AROMATYZUJĄCE: Wyciąg z kasztana jadalnego. | Przechowywać w chłodnym i suchym miejscu. Zawsze dostępna świeża woda. | Najlepiej spożyć przed / numer partii: podano na nadruku zmiędzystycznym na worku. (521, 547, 850, 595)
flag-icon: PL (521, 384, 527, 389)
flag-icon: SE (521, 657, 527, 662)
composition-text: SASTAV: lososovo brašno (min. 25%), kukuruzne pahuljice, kukuruz, riža, lososovo ulje, suhi rezanci šećerne repe, fruktooligosaharidi (FOS 0,30%), natrijev klorid, mineralne soli i vitamini. ANALITIČKI SASTAV: Sirove bjelančevine 24,00%, sirova vlakna 1,90%, sirove masti 12,00%, sirovi pepeo 5,00%, masne kiseline omega-6 6,40%, masne kiseline omega-3 1,50%, kalcij 1,00%, fosfor 0,80%. ENERGETSKA VRIJEDNOST 4008 kcal/kg. ADITIVI: HRANJIVI DODACI (po kg): vitamin A 14 600 IJ/kg, vitamin D3 1 025 IJ/kg, vitamin E 250 mg/kg, kolin klorid 2400 mg/kg, željezo 100 mg/kg, bakar 12 mg/kg, cink 140 mg/kg, mangan 30 mg/kg, selen 0,20 mg/kg, jod 1,60 mg/kg. ORGANOLEPTIČKI DODACI - Arome: Ekstrakt kestena. | Uvijek treba biti na raspolaganju svježa voda. Spremati na hladnom i suhom mjestu. | Upotrebljivo najmanje do: | br. serije: vidi pečat. (172, 875, 501, 916)
language-block-mt: MT IKEL TAL-KLIEB KOMPLUTA | KOMPOŻIZZJONI: Dqiq tas-salamun (min. 25%), Corn flakes, Qamħirrum, Ross, Żejt tas-salamun, Polpa tal-pitravi ħelwa niexfa, Fructo-oligosaccharides (FOS 0,30%), Klorur tas-sodju, Minerali u Vitamini. KOSTITWENTI ANALITIĊI: Proteina mhux raffinata 24,00%, Fibra mhux raffinata 1,90%, Xaħam mhux raffinat 12,00%, Irmied mhux raffinat 5,00%, Aċidi grassi Omega-6 6,40%, Aċidi grassi Omega-3 1,50%, Kalċju 1,00%, Fosfru 0,80%. Enerġija metabolizzabbli 4008 Kcal/kg. ADDITTIVI: ADDITTIVI NUTRIZZJONALI (kull Kg): Vitamina A 14.600 IU/kg, Vitamina D3 1.025 IU/kg, Vitamina E 250 mg/kg, Klorur tal-kolina 1360 mg/kg, Ħadid 100 mg/kg, Ram 12 mg/kg, Żingu 140 mg/kg, Manganiż 30 mg/kg, Selenju 0,20 mg/kg, Jodju 1,60 mg/kg. ADDITTIVI ORGANOLETTIĊI - Togħma: Estratt tal-qastan. | Ħalli dejjem ilma frisk u nadif. Aħżen f'post frisk u xott. | L-aħjar qabel / numru tal-lott: ara l-immarkar fuq il-borża. (521, 493, 850, 540)
composition-text: SAMMANSÄTTNING: Laxmjöl (minst 25%), majsflingor, majs, ris, laxolja, torkad betmassa (från sockerbeta), oligosackarider (FOS 0,30%), natriumklorid, mineraler och vitaminer. ANALYTISKA BESTÅNDSDELAR: Råprotein 24,00%, råfiber 1,90%, råfett 12,00%, råaska 5,00%, fettsyror Omega-6 6,40%, fettsyror Omega-3 1,50%, kalcium 1,00%, fosfor 0,80%. Omsättbar energi 4008 kcal/kg. TILLSATSER: NÄRINGSTILLSATSER (per kg): A-vitamin 14.600 IE/kg, D3-vitamin 1.025 IE/kg, E-vitamin 250 mg/kg, kolinklorid 1360 mg/kg, järn 100 mg/kg, koppar 12 mg/kg, zink 140 mg/kg, mangan 30 mg/kg, selen 0,20 mg/kg, jod 1,60 mg/kg. SENSORISKA TILLSATSER - AROMÄMNEN: Kastanjextrakt. | Förvaras på en sval, torr plats, skyddad mot direkt solljus. Bäst före/partinummer: se märkning på påsen. (521, 656, 850, 697)
product-type-title: BIA DOG CHOMHLÁNAIGH (529, 759, 590, 765)
language-block-cz: CZ KOMPLETNÍ KRMIVO PRO PSY | SLOŽENÍ: lososová moučka (min. 25%), kukuřičné vločky, kukuřice, rýže, lososový olej, sušené cukrovarnické řízky, fruktooligosacharidy (FOS 0,30%), chlorid sodný, minerální soli a vitaminy. ANALYTICKÉ SLOŽKY: surový bílkoviny 24,00%, surová vláknina 1,90%, surový tuk 12,00%, surový popel 5,00%, mastné kyseliny omega-6 6,40%, mastné kyseliny omega-3 1,50%, vápník 1,00%, fosfor 0,80%. Metabolizovatelná ENERGIE 4008 kcal/kg. DOPLŇKOVÉ LÁTKY: Nutriční doplňkové látky (na kg): vitamín A 14 600 m.j./kg, vitamín D3 1 025 m.j./kg, vitamín E 250 mg/kg, chlorid cholinu 2400 mg/kg, železo 100 mg/kg, měď 12 mg/kg, zinek 140 mg/kg, mangan 30 mg/kg, selen 0,20 mg/kg, jód 1,60 mg/kg. SENZORICKÉ DOPLŇKOVÉ LÁTKY - AROMATICKÉ LÁTKY: výtažek z kaštanu. | Pitná voda by měla být vždy k dispozici. Skladujte na chladném a suchém místě. | Minimální trvanlivost do | Č. šarže: viz potisk na obalu. (172, 725, 501, 773)
flag-icon: FR (172, 433, 178, 438)
language-block-gb: GB COMPLETE DOG FOOD | COMPOSITION: Salmon Meal (min. 25%), Maize flakes, Maize, Rice, Salmon oil, Dried sugar beet pulp, Fructo-Oligo-Saccharides (FOS 0,30%), Sodium chloride, Mineral Salts and Vitamins. ANALYTICAL CONSTITUENTS: Crude protein 24,00%, Crude fibre 1,90%, Crude fats 12,00%, Crude ash 5,00%, Omega-6 fatty acids 6,40%, Omega-3 fatty acids 1,50%, Calcium 1,00%, Phosphorus 0,80%. Metabolisable ENERGY 4.008 Kcal/kg. ADDITIVES: Nutritional Additives: Vitamin A (as Retinyl Acetate) 14.600 IU/kg, Vitamin D3 (as Cholecalciferol) 1.025 IU/kg, Vitamin E (all-rac-α-tocopheryl acetate) 250 mg/kg, Choline chloride 1360,00 mg/kg, Iron 100 mg/kg (Iron (II) sulphate monohydrate 304,00 mg/kg), Copper 12 mg/kg (Copper (II) sulphate pentahydrate 47,20 mg/kg), Zinc 140 mg/kg (Zinc oxide 175,00 mg/kg), Manganese 30 mg/kg (Manganous Sulphate Monohydrate 92,50 mg/kg), Selenium 0,20 mg/kg (Sodium selenite 0,46 mg/kg), Iodine 1,60 mg/kg (Potassium iodide 2,10 mg/kg). SENSORY ADDITIVES - FLAVOURINGS: Chestnut extract. | Always leave a bowl of fresh water at your pet's disposal. Store in cool, dry place. | Best before | batch number see mark on the pack. (172, 302, 501, 356)
top-seal (127, 52, 897, 74)
flag-icon: BG (521, 235, 527, 239)
composition-text: SAMENSTELLING: Zalmmeel (min. 25%), maisvlokken, mais, rijst, zalmolie, gedroogde bietenpulp, fructo-oligosachariden (FOS 0,30%), natriumchloride, mineralen en vitaminen. ANALYTISCHE BESTANDDELEN: Ruwe eiwitten 24,00%, ruwe celstof 1,90%, ruwe vetten 12,00%, ruwe as 5,00%, calcium 1,00%, fosfor 0,80%, Omega-6-vetzuren 6,40%, Omega-3-vetzuren 1,50%. Omzetbare ENERGIE: 4008 Kcal/kg. TOEVOEGINGSMIDDELEN: Nutritionele toevoegingsmiddelen (per kg): Vitamine A 14.600 IE/kg, Vitamine D3 1.025 IE/kg, Vitamine E 250 mg/kg, cholinechloride 2400 mg/kg, ijzer 100 mg/kg, koper 12 mg/kg, zink 140 mg/kg, mangaan 30 mg/kg, selenium 0,20 mg/kg, jodium 1,60 mg/kg. ORGANOLEPTISCHE TOEVOEGINGSMIDDELEN - AROMATISERENDE STOFFEN: Kastanje-extract. | Zorg altijd voor vers water. Koel en droog bewaren. | Ten minste houdbaar tot | lotnummer: zie opdruk. (172, 616, 501, 664)
product-type-title: ПЪЛНА ХРАНА ЗА КУЧЕТА (529, 234, 593, 240)
product-type-title: ALIMENT COMPLET DE CÂINE (529, 813, 598, 819)
language-block-nl: NL VOLLEDIG DIERVOEDER VOOR HONDEN | SAMENSTELLING: Zalmmeel (min. 25%), maisvlokken, mais, rijst, zalmolie, gedroogde bietenpulp, fructo-oligosachariden (FOS 0,30%), natriumchloride, mineralen en vitaminen. ANALYTISCHE BESTANDDELEN: Ruwe eiwitten 24,00%, ruwe celstof 1,90%, ruwe vetten 12,00%, ruwe as 5,00%, calcium 1,00%, fosfor 0,80%, Omega-6-vetzuren 6,40%, Omega-3-vetzuren 1,50%. Omzetbare ENERGIE: 4008 Kcal/kg. TOEVOEGINGSMIDDELEN: Nutritionele toevoegingsmiddelen (per kg): Vitamine A 14.600 IE/kg, Vitamine D3 1.025 IE/kg, Vitamine E 250 mg/kg, cholinechloride 2400 mg/kg, ijzer 100 mg/kg, koper 12 mg/kg, zink 140 mg/kg, mangaan 30 mg/kg, selenium 0,20 mg/kg, jodium 1,60 mg/kg. ORGANOLEPTISCHE TOEVOEGINGSMIDDELEN - AROMATISERENDE STOFFEN: Kastanje-extract. | Zorg altijd voor vers water. Koel en droog bewaren. | Ten minste houdbaar tot | lotnummer: zie opdruk. (172, 616, 501, 664)
language-block-hu: HU TELJES ÉRTÉKŰ ÁLLATELEDEL KUTYÁK SZÁMÁRA | ÖSSZETÉTEL: Lazacliszt (min. 25%), kukoricapehely, kukorica, rizs, lazacolaj, szárított cukorrépapép, frukto-oligoszacharidok (FOS 0,30%), nátrium-klorid, ásványi sók és vitaminok. ANALITIKAI ÖSSZETEVŐK: nyersfehérje 24,00%, nyersrost 1,90%, nyerszsír 12,00%, nyershamu 5,00%, omega-6 zsírsavak 6,40%, omega-3 zsírsavak 1,50% kalcium 1,00%, foszfor 0,80%. Metabolizálható ENERGIA 4008 kcal/kg. ADALÉKANYAGOK: TÁPLÁLKOZÁSI ADALÉKANYAGOK (kilogrammonként): A-vitamin 14 600 NE/kg, D3-vitamin 1 025 NE/kg, E-vitamin 250 mg/kg, kolin-klorid 2400 mg/kg, vas 100 mg/kg, réz 12 mg/kg, cink 140 mg/kg, mangán 30 mg/kg, szelén 0,20 mg/kg, jód 1,60 mg/kg. ÉRZÉKSZERVI TULAJDONSÁGOKAT JAVÍTÓ ADALÉKANYAGOK - ÍZFOKOZÓK: gesztenyekivonat. | Mindig legyen friss ivóvíz. Hűvös és száraz helyen tárolandó. | Minőségét megőrzi: | Tételszám: lásd a csomagoláson. (172, 671, 501, 718)
product-type-title: ΠΛΗΡΗΣ ΤΡΟΦΗ ΓΙΑ ΣΚΥΛΟΥΣ (180, 562, 253, 568)
